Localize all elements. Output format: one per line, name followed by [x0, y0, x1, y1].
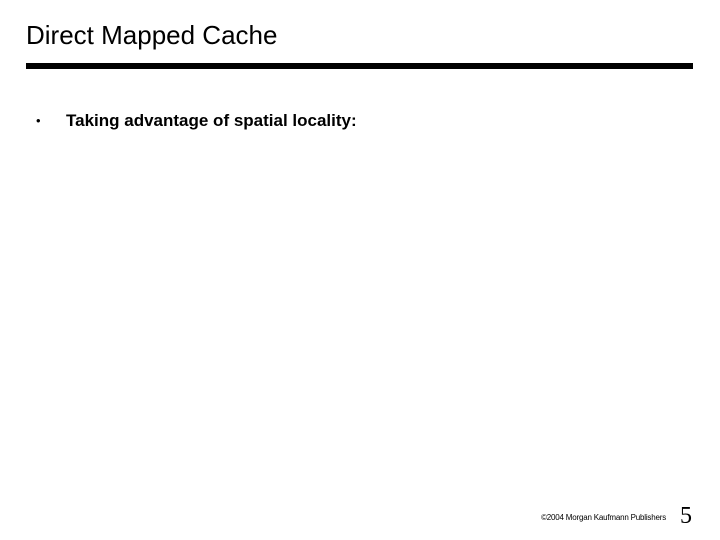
slide-footer — [541, 504, 692, 528]
copyright-notice: ©2004 Morgan Kaufmann Publishers — [541, 513, 666, 522]
page-number: 5 — [680, 503, 692, 529]
bullet-marker: • — [36, 113, 41, 128]
slide-title: Direct Mapped Cache — [26, 20, 278, 50]
title-divider — [26, 63, 693, 69]
bullet-item — [36, 110, 357, 132]
bullet-text: Taking advantage of spatial locality: — [66, 111, 357, 130]
